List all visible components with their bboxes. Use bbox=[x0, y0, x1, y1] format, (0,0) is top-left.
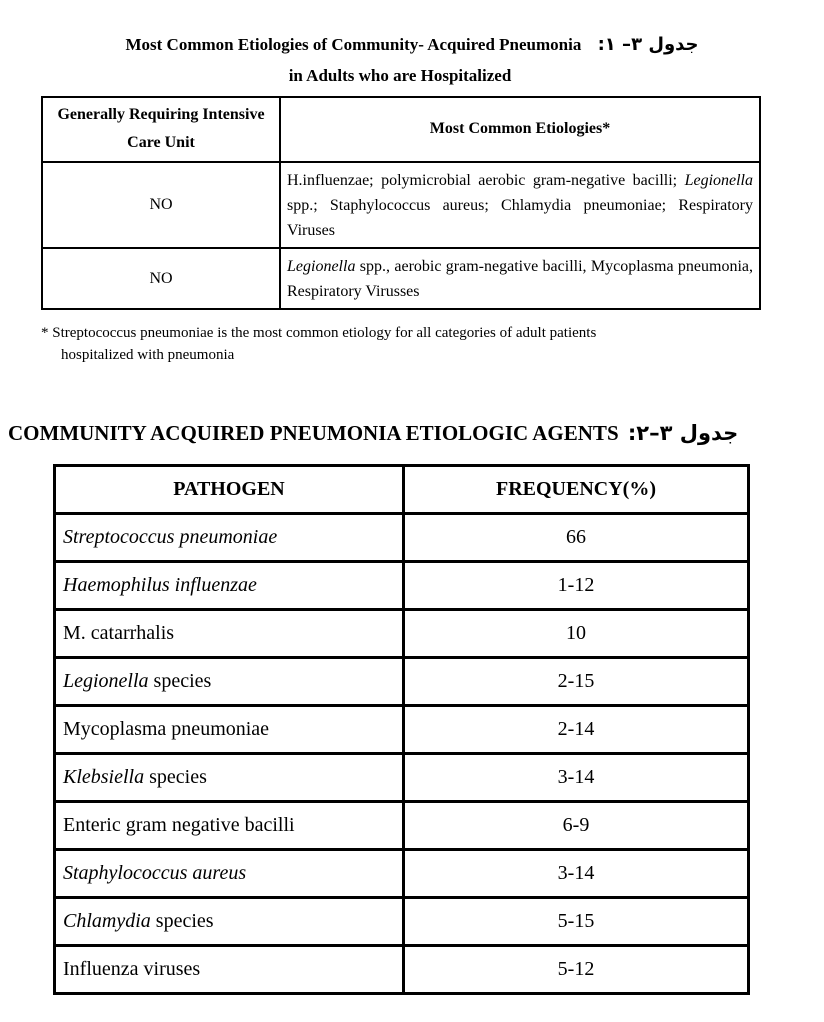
table2-header-row bbox=[55, 466, 749, 514]
frequency-cell: 6-9 bbox=[404, 802, 749, 850]
table1-title bbox=[0, 30, 824, 60]
etiology-text: spp.; Staphylococcus aureus; Chlamydia pneumoniae; Respiratory Viruses bbox=[287, 196, 753, 239]
pathogen-italic-name: Haemophilus influenzae bbox=[63, 574, 257, 596]
frequency-cell: 3-14 bbox=[404, 754, 749, 802]
etiologies-table bbox=[41, 96, 761, 310]
table2-body bbox=[55, 514, 749, 994]
etiologies-cell bbox=[280, 162, 760, 249]
pathogen-italic-name: Streptococcus pneumoniae bbox=[63, 526, 278, 548]
footnote-line-1: * Streptococcus pneumoniae is the most common etiology for all categories of adult patients bbox=[41, 325, 597, 341]
pathogen-name: species bbox=[153, 670, 212, 692]
table1-label-arabic: جدول ۳– ۱: bbox=[597, 34, 699, 55]
frequency-cell: 66 bbox=[404, 514, 749, 562]
etiologic-agents-table bbox=[53, 464, 750, 995]
pathogen-italic-name: Chlamydia bbox=[63, 910, 151, 932]
pathogen-italic-name: Klebsiella bbox=[63, 766, 145, 788]
table-row bbox=[55, 754, 749, 802]
frequency-cell: 3-14 bbox=[404, 850, 749, 898]
frequency-cell: 5-15 bbox=[404, 898, 749, 946]
etiologies-cell bbox=[280, 248, 760, 309]
pathogen-name: M. catarrhalis bbox=[63, 622, 175, 644]
table-row bbox=[55, 946, 749, 994]
pathogen-cell bbox=[55, 706, 404, 754]
pathogen-cell bbox=[55, 802, 404, 850]
pathogen-cell bbox=[55, 658, 404, 706]
table-row bbox=[55, 802, 749, 850]
pathogen-name: Influenza viruses bbox=[63, 958, 201, 980]
frequency-cell: 10 bbox=[404, 610, 749, 658]
table1-title-text: Most Common Etiologies of Community- Acquired Pneumonia bbox=[125, 35, 582, 54]
pathogen-cell bbox=[55, 562, 404, 610]
frequency-cell: 2-15 bbox=[404, 658, 749, 706]
table-row bbox=[42, 162, 760, 249]
footnote-line-2: hospitalized with pneumonia bbox=[61, 347, 235, 363]
table1-footnote bbox=[41, 322, 761, 366]
pathogen-column-header: PATHOGEN bbox=[55, 466, 404, 514]
etiologies-column-header: Most Common Etiologies* bbox=[280, 97, 760, 162]
frequency-cell: 1-12 bbox=[404, 562, 749, 610]
table-row bbox=[55, 850, 749, 898]
table2-title bbox=[8, 418, 818, 448]
pathogen-cell bbox=[55, 754, 404, 802]
pathogen-cell bbox=[55, 850, 404, 898]
table-row bbox=[42, 248, 760, 309]
frequency-cell: 5-12 bbox=[404, 946, 749, 994]
etiology-text: H.influenzae; polymicrobial aerobic gram-negative bacilli; bbox=[287, 171, 678, 189]
pathogen-name: Mycoplasma pneumoniae bbox=[63, 718, 270, 740]
pathogen-italic-name: Staphylococcus aureus bbox=[63, 862, 247, 884]
table-row bbox=[55, 898, 749, 946]
pathogen-name: species bbox=[155, 910, 214, 932]
icu-cell: NO bbox=[42, 162, 280, 249]
table-row bbox=[55, 658, 749, 706]
etiology-italic-text: Legionella bbox=[287, 257, 356, 275]
pathogen-cell bbox=[55, 610, 404, 658]
pathogen-cell bbox=[55, 898, 404, 946]
pathogen-name: Enteric gram negative bacilli bbox=[63, 814, 295, 836]
table1-subtitle: in Adults who are Hospitalized bbox=[288, 66, 512, 85]
icu-column-header: Generally Requiring Intensive Care Unit bbox=[42, 97, 280, 162]
pathogen-cell bbox=[55, 946, 404, 994]
frequency-cell: 2-14 bbox=[404, 706, 749, 754]
table-row bbox=[55, 610, 749, 658]
table1-header-row bbox=[42, 97, 760, 162]
icu-cell: NO bbox=[42, 248, 280, 309]
table-row bbox=[55, 706, 749, 754]
table2-label-arabic: جدول ۳–۲: bbox=[627, 421, 739, 445]
etiology-text: spp., aerobic gram-negative bacilli, Mycoplasma pneumonia, Respiratory Virusses bbox=[287, 257, 753, 300]
etiology-italic-text: Legionella bbox=[684, 171, 753, 189]
table2-title-text: COMMUNITY ACQUIRED PNEUMONIA ETIOLOGIC AGENTS bbox=[8, 421, 619, 445]
table-row bbox=[55, 514, 749, 562]
frequency-column-header: FREQUENCY(%) bbox=[404, 466, 749, 514]
table-row bbox=[55, 562, 749, 610]
pathogen-italic-name: Legionella bbox=[63, 670, 149, 692]
pathogen-name: species bbox=[149, 766, 207, 788]
pathogen-cell bbox=[55, 514, 404, 562]
